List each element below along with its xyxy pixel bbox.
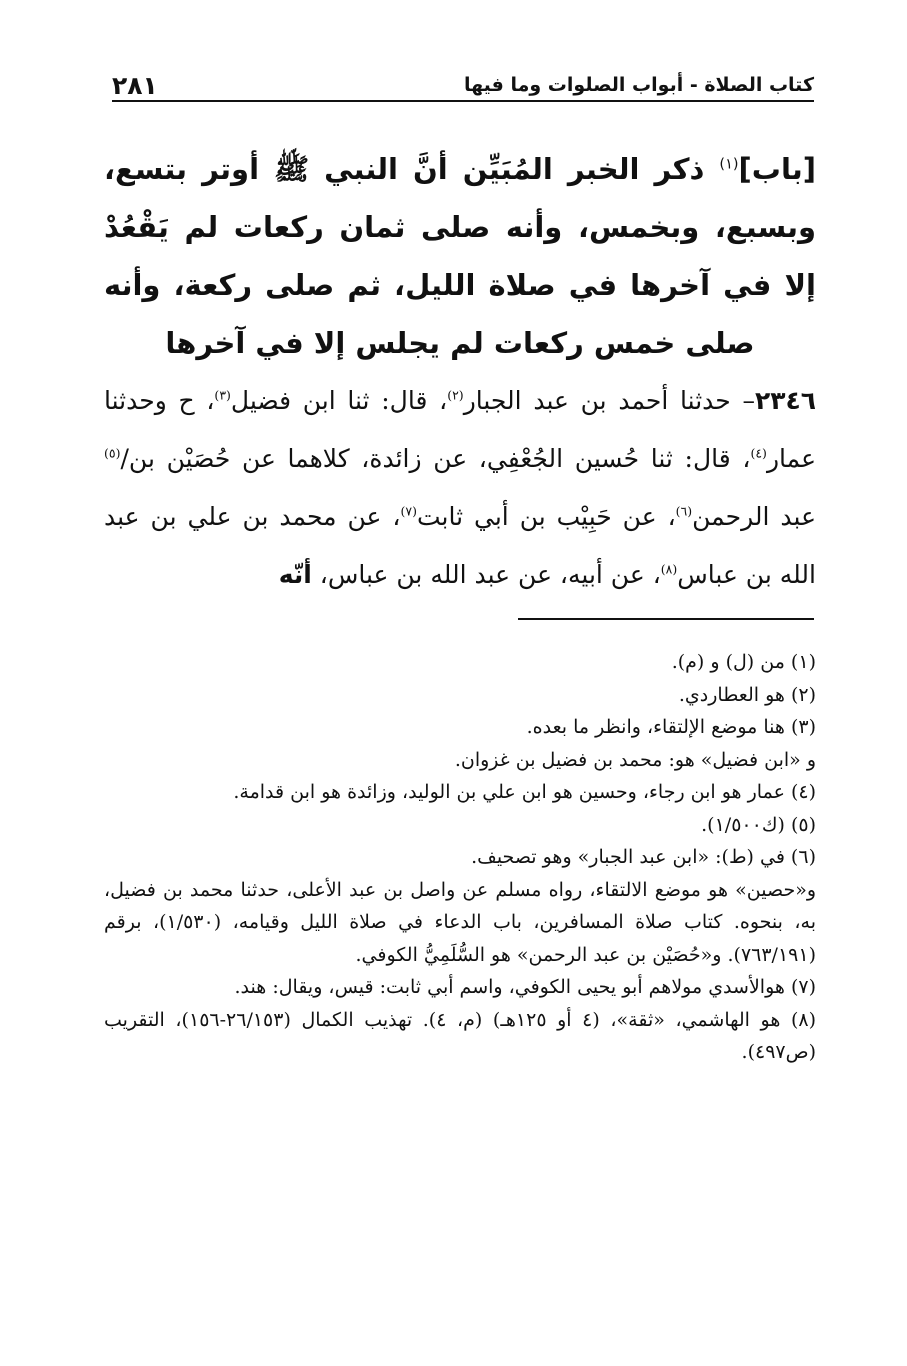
page-number: ٢٨١: [112, 70, 158, 100]
footnote-ref: (٥): [104, 445, 121, 461]
text-segment: عبد الرحمن: [692, 502, 816, 531]
text-segment-bold: أنّه: [278, 560, 312, 589]
footnote: (٨) هو الهاشمي، «ثقة»، (٤ أو ١٢٥هـ) (م، ٤). تهذيب الكمال (٢٦/١٥٣-١٥٦)، التقريب (ص٤٩٧).: [104, 1008, 816, 1063]
footnote: و «ابن فضيل» هو: محمد بن فضيل بن غزوان.: [454, 748, 816, 771]
text-segment: ، عن محمد بن علي بن عبد الله بن عباس: [104, 502, 816, 589]
text-segment: – حدثنا أحمد بن عبد الجبار: [463, 386, 755, 415]
bab-label: [باب]: [738, 152, 816, 186]
text-segment: ، قال: ثنا حُسين الجُعْفِي، عن زائدة، كلاهما عن حُصَيْن بن/: [120, 444, 751, 473]
chapter-heading: [104, 140, 816, 372]
footnote: (٤) عمار هو ابن رجاء، وحسين هو ابن علي بن الوليد، وزائدة هو ابن قدامة.: [233, 781, 816, 803]
footnote: و«حصين» هو موضع الالتقاء، رواه مسلم عن واصل بن عبد الأعلى، حدثنا محمد بن فضيل، به، بنحوه. كتاب صلاة المسافرين، باب الدعاء في صلاة الليل وقيامه، (١/٥٣٠)، برقم (٧٦٣/١٩١). و«حُصَيْن بن عبد الرحمن» هو السُّلَمِيُّ الكوفي.: [104, 878, 816, 966]
footnote: (٧) هوالأسدي مولاهم أبو يحيى الكوفي، واسم أبي ثابت: قيس، ويقال: هند.: [234, 976, 816, 998]
footnote-ref: (١): [719, 156, 739, 173]
footnote-ref: (٤): [750, 445, 767, 461]
footnote-ref: (٨): [660, 561, 678, 577]
footnote: (٣) هنا موضع الإلتقاء، وانظر ما بعده.: [526, 716, 816, 738]
footnote-separator: [518, 618, 814, 620]
text-segment: ، قال: ثنا ابن فضيل: [230, 386, 448, 415]
footnote: (٢) هو العطاردي.: [678, 683, 816, 706]
footnote-ref: (٧): [400, 503, 417, 519]
footnote: (١) من (ل) و (م).: [671, 651, 816, 673]
footnote: (٥) (ك١/٥٠٠).: [701, 813, 816, 836]
header-rule: [112, 100, 814, 102]
chapter-title: ذكر الخبر المُبَيِّن أنَّ النبي ﷺ أوتر بتسع، وبسبع، وبخمس، وأنه صلى ثمان ركعات لم يَقْعُدْ إلا في آخرها في صلاة الليل، ثم صلى ركعة، وأنه صلى خمس ركعات لم يجلس إلا في آخرها: [104, 152, 816, 360]
footnotes: [104, 646, 816, 1069]
footnote-ref: (٢): [447, 387, 464, 403]
hadith-number: ٢٣٤٦: [754, 386, 817, 415]
hadith-text: [104, 372, 816, 604]
footnote-ref: (٣): [214, 387, 231, 403]
footnote-ref: (٦): [675, 503, 693, 519]
text-segment: ، عن حَبِيْب بن أبي ثابت: [416, 502, 676, 531]
running-header: [112, 70, 814, 100]
footnote: (٦) في (ط): «ابن عبد الجبار» وهو تصحيف.: [471, 846, 816, 868]
text-segment: ، عن أبيه، عن عبد الله بن عباس،: [319, 560, 661, 589]
running-title: كتاب الصلاة - أبواب الصلوات وما فيها: [463, 74, 814, 96]
text-segment: ، ح وحدثنا عمار: [104, 386, 816, 473]
